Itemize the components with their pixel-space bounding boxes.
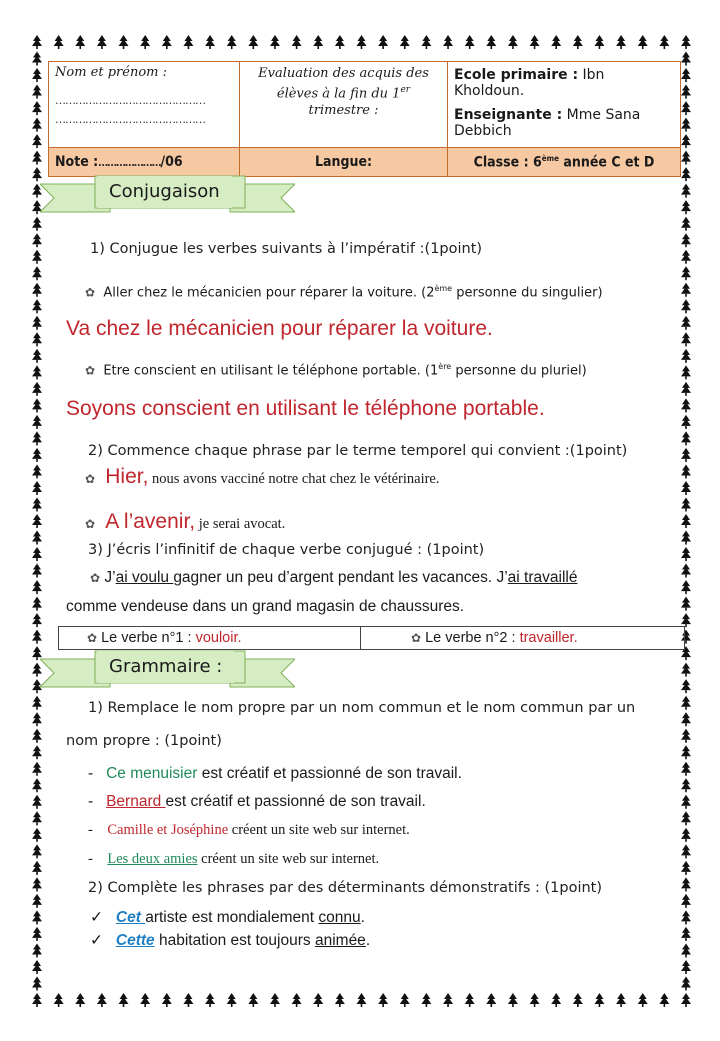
tree-icon [681, 151, 691, 165]
tree-icon [530, 993, 540, 1007]
tree-icon [681, 200, 691, 214]
tree-icon [573, 35, 583, 49]
tree-icon [681, 217, 691, 231]
tree-icon [32, 233, 42, 247]
tree-icon [573, 993, 583, 1007]
tree-icon [681, 927, 691, 941]
tree-icon [659, 993, 669, 1007]
tree-icon [681, 398, 691, 412]
tree-icon [32, 927, 42, 941]
tree-icon [32, 266, 42, 280]
tree-icon [681, 250, 691, 264]
subject-cell: Langue: [240, 148, 448, 177]
tree-icon [32, 134, 42, 148]
gram-question-1-line-1: 1) Remplace le nom propre par un nom commun et le nom commun par un [88, 700, 636, 716]
infinitive-paragraph-line-1: ✿ J’ai voulu gagner un peu d’argent pendant les vacances. J’ai travaillé [90, 569, 578, 586]
tree-icon [421, 993, 431, 1007]
demonstrative-line-1: ✓ Cet artiste est mondialement connu. [90, 909, 365, 926]
tree-icon [32, 976, 42, 990]
tree-icon [32, 85, 42, 99]
tree-icon [32, 283, 42, 297]
tree-icon [32, 365, 42, 379]
tree-icon [681, 68, 691, 82]
tree-icon [32, 332, 42, 346]
tree-icon [681, 778, 691, 792]
tree-icon [32, 729, 42, 743]
tree-icon [32, 580, 42, 594]
tree-icon [681, 745, 691, 759]
tree-icon [183, 35, 193, 49]
noun-line-4: - Les deux amies créent un site web sur internet. [88, 851, 380, 867]
tree-icon [681, 861, 691, 875]
note-cell: Note :…………………/06 [49, 148, 240, 177]
tree-icon [54, 993, 64, 1007]
noun-line-3: - Camille et Joséphine créent un site web sur internet. [88, 822, 410, 838]
tree-icon [32, 778, 42, 792]
tree-icon [313, 993, 323, 1007]
tree-icon [681, 167, 691, 181]
tree-icon [681, 564, 691, 578]
tree-icon [551, 993, 561, 1007]
tree-icon [681, 943, 691, 957]
tree-icon [465, 35, 475, 49]
grammaire-title: Grammaire : [97, 651, 234, 683]
flower-bullet-icon: ✿ [85, 363, 96, 378]
tree-icon [378, 993, 388, 1007]
conj-question-3: 3) J’écris l’infinitif de chaque verbe conjugué : (1point) [88, 542, 485, 558]
tree-icon [32, 795, 42, 809]
tree-icon [97, 993, 107, 1007]
tree-icon [32, 630, 42, 644]
tree-icon [32, 877, 42, 891]
tree-icon [638, 35, 648, 49]
tree-icon [681, 299, 691, 313]
tree-icon [75, 35, 85, 49]
tree-icon [32, 547, 42, 561]
tree-icon [681, 266, 691, 280]
tree-icon [32, 431, 42, 445]
tree-icon [681, 134, 691, 148]
demonstrative-line-2: ✓ Cette habitation est toujours animée. [90, 932, 371, 949]
tree-icon [357, 35, 367, 49]
tree-icon [681, 547, 691, 561]
tree-icon [32, 316, 42, 330]
tree-icon [32, 844, 42, 858]
tree-icon [32, 910, 42, 924]
tree-icon [681, 415, 691, 429]
tree-icon [140, 993, 150, 1007]
noun-line-1: - Ce menuisier est créatif et passionné de son travail. [88, 765, 462, 782]
tree-icon [594, 993, 604, 1007]
tree-icon [32, 52, 42, 66]
verb-2-cell: ✿ Le verbe n°2 : travailler. [360, 627, 684, 649]
tree-icon [681, 382, 691, 396]
tree-icon [465, 993, 475, 1007]
flower-bullet-icon: ✿ [411, 631, 422, 645]
tree-icon [32, 993, 42, 1007]
tree-icon [32, 151, 42, 165]
tree-icon [97, 35, 107, 49]
school-cell [448, 62, 681, 148]
tree-icon [32, 960, 42, 974]
tree-icon [335, 993, 345, 1007]
tree-icon [32, 613, 42, 627]
tree-icon [140, 35, 150, 49]
tree-icon [681, 184, 691, 198]
tree-icon [681, 35, 691, 49]
tree-icon [681, 729, 691, 743]
tree-icon [616, 35, 626, 49]
tree-icon [32, 398, 42, 412]
tree-icon [32, 712, 42, 726]
check-icon: ✓ [90, 932, 103, 949]
tree-icon [681, 663, 691, 677]
tree-icon [681, 960, 691, 974]
tree-icon [357, 993, 367, 1007]
verb-1-cell: ✿ Le verbe n°1 : vouloir. [87, 630, 242, 646]
tree-icon [32, 217, 42, 231]
eval-title: Evaluation des acquis des élèves à la fin du 1er trimestre : [258, 66, 429, 119]
conj-item-2: ✿ Etre conscient en utilisant le téléphone portable. (1ère personne du pluriel) [85, 362, 587, 379]
tree-icon [75, 993, 85, 1007]
conj-answer-2: Soyons conscient en utilisant le téléphone portable. [66, 397, 545, 420]
tree-icon [162, 35, 172, 49]
tree-icon [32, 481, 42, 495]
tree-icon [681, 795, 691, 809]
tree-icon [32, 762, 42, 776]
tree-icon [681, 828, 691, 842]
tree-icon [32, 828, 42, 842]
flower-bullet-icon: ✿ [87, 631, 98, 645]
tree-icon [270, 993, 280, 1007]
temporal-sentence-2: ✿ A l’avenir, je serai avocat. [85, 510, 286, 533]
conj-item-1: ✿ Aller chez le mécanicien pour réparer la voiture. (2ème personne du singulier) [85, 284, 603, 301]
name-cell [49, 62, 240, 148]
gram-question-2: 2) Complète les phrases par des déterminants démonstratifs : (1point) [88, 880, 603, 896]
tree-icon [292, 35, 302, 49]
tree-icon [32, 497, 42, 511]
tree-icon [681, 233, 691, 247]
tree-icon [32, 299, 42, 313]
tree-icon [681, 497, 691, 511]
tree-icon [32, 415, 42, 429]
noun-line-2: - Bernard est créatif et passionné de son travail. [88, 793, 426, 810]
tree-icon [551, 35, 561, 49]
tree-icon [400, 35, 410, 49]
tree-icon [32, 894, 42, 908]
tree-icon [32, 564, 42, 578]
tree-icon [32, 101, 42, 115]
tree-icon [227, 35, 237, 49]
tree-icon [681, 844, 691, 858]
tree-icon [32, 811, 42, 825]
tree-icon [681, 514, 691, 528]
gram-question-1-line-2: nom propre : (1point) [66, 733, 222, 749]
tree-icon [681, 118, 691, 132]
tree-icon [32, 861, 42, 875]
check-icon: ✓ [90, 909, 103, 926]
tree-icon [681, 316, 691, 330]
tree-icon [248, 993, 258, 1007]
tree-icon [486, 993, 496, 1007]
tree-icon [681, 481, 691, 495]
tree-icon [32, 696, 42, 710]
tree-icon [616, 993, 626, 1007]
tree-icon [32, 745, 42, 759]
conjugaison-banner [40, 172, 295, 216]
grammaire-banner [40, 647, 295, 691]
tree-icon [443, 35, 453, 49]
tree-icon [32, 35, 42, 49]
tree-icon [313, 35, 323, 49]
eval-cell [240, 62, 448, 148]
tree-icon [681, 580, 691, 594]
tree-icon [508, 993, 518, 1007]
header-table [48, 61, 681, 177]
name-label: Nom et prénom : [55, 65, 167, 80]
tree-icon [205, 993, 215, 1007]
tree-icon [681, 910, 691, 924]
tree-icon [681, 613, 691, 627]
tree-icon [681, 894, 691, 908]
name-dots-2: ……………………………………… [55, 113, 205, 126]
tree-icon [119, 35, 129, 49]
tree-icon [638, 993, 648, 1007]
tree-icon [32, 531, 42, 545]
tree-icon [681, 448, 691, 462]
tree-icon [32, 943, 42, 957]
tree-icon [378, 35, 388, 49]
tree-icon [32, 118, 42, 132]
flower-bullet-icon: ✿ [85, 472, 96, 486]
tree-icon [227, 993, 237, 1007]
tree-icon [421, 35, 431, 49]
tree-icon [681, 52, 691, 66]
tree-icon [183, 993, 193, 1007]
teacher-line: Enseignante : Mme Sana Debbich [454, 107, 641, 139]
tree-icon [54, 35, 64, 49]
tree-icon [119, 993, 129, 1007]
tree-icon [530, 35, 540, 49]
tree-icon [659, 35, 669, 49]
class-cell: Classe : 6ème année C et D [448, 148, 681, 177]
tree-icon [270, 35, 280, 49]
tree-icon [486, 35, 496, 49]
tree-icon [681, 531, 691, 545]
tree-icon [32, 250, 42, 264]
conj-question-2: 2) Commence chaque phrase par le terme temporel qui convient :(1point) [88, 443, 628, 459]
tree-icon [32, 464, 42, 478]
tree-icon [205, 35, 215, 49]
tree-icon [32, 68, 42, 82]
tree-icon [681, 332, 691, 346]
tree-icon [508, 35, 518, 49]
tree-icon [681, 597, 691, 611]
tree-icon [335, 35, 345, 49]
tree-icon [681, 993, 691, 1007]
name-dots-1: ……………………………………… [55, 94, 205, 107]
tree-icon [32, 448, 42, 462]
temporal-sentence-1: ✿ Hier, nous avons vacciné notre chat chez le vétérinaire. [85, 465, 440, 488]
flower-bullet-icon: ✿ [90, 571, 101, 585]
tree-icon [681, 976, 691, 990]
tree-icon [681, 85, 691, 99]
flower-bullet-icon: ✿ [85, 285, 96, 300]
tree-icon [681, 712, 691, 726]
tree-icon [400, 993, 410, 1007]
infinitive-paragraph-line-2: comme vendeuse dans un grand magasin de chaussures. [66, 598, 465, 615]
tree-icon [32, 514, 42, 528]
tree-icon [32, 382, 42, 396]
tree-icon [681, 679, 691, 693]
tree-icon [681, 762, 691, 776]
tree-icon [681, 696, 691, 710]
tree-icon [681, 464, 691, 478]
tree-icon [32, 597, 42, 611]
conjugaison-title: Conjugaison [97, 176, 232, 208]
tree-icon [681, 811, 691, 825]
conj-answer-1: Va chez le mécanicien pour réparer la voiture. [66, 317, 493, 340]
tree-icon [248, 35, 258, 49]
school-line: Ecole primaire : Ibn Kholdoun. [454, 67, 605, 99]
tree-icon [681, 283, 691, 297]
tree-icon [594, 35, 604, 49]
tree-icon [32, 349, 42, 363]
conj-question-1: 1) Conjugue les verbes suivants à l’impératif :(1point) [90, 241, 483, 257]
tree-icon [681, 877, 691, 891]
tree-icon [681, 365, 691, 379]
flower-bullet-icon: ✿ [85, 517, 96, 531]
tree-icon [443, 993, 453, 1007]
tree-icon [681, 349, 691, 363]
tree-icon [162, 993, 172, 1007]
tree-icon [681, 101, 691, 115]
tree-icon [681, 431, 691, 445]
tree-icon [292, 993, 302, 1007]
